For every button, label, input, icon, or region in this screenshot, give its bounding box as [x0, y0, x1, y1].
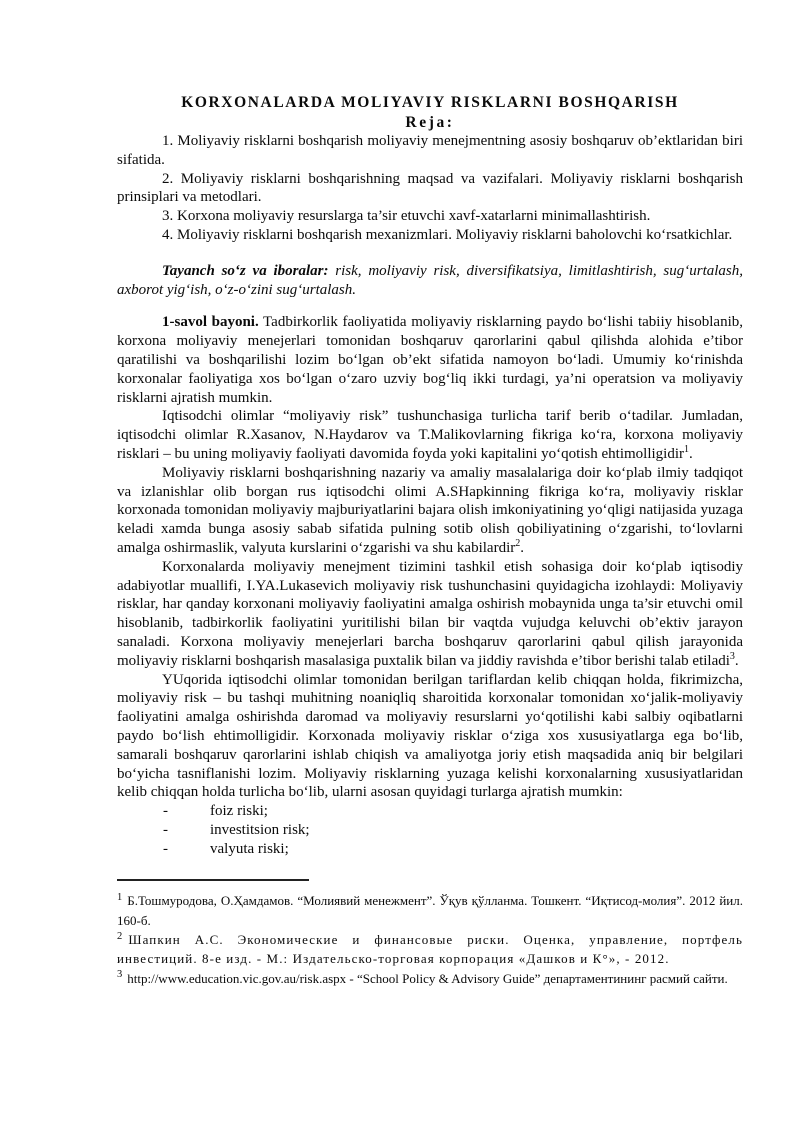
footnote-number: 3: [117, 969, 123, 981]
risk-list-item-investitsion: [117, 821, 743, 840]
paragraph-conclusion: [117, 671, 743, 803]
paragraph-question-overview: [117, 313, 743, 407]
plan-item-3: 3. Korxona moliyaviy resurslarga ta’sir etuvchi xavf-xatarlarni minimallashtirish.: [162, 208, 651, 225]
footnotes-section: [117, 891, 743, 987]
paragraph-text: Iqtisodchi olimlar “moliyaviy risk” tushunchasiga turlicha tarif berib o‘tadilar. Jumladan, iqtisodchi olimlar R.Xasanov, N.Haydarov va T.Malikovlarning fikriga ko‘ra, korxona moliyaviy risklari – bu uning moliyaviy faoliyati davomida foyda yoki kapitalini yo‘qotish ehtimolligidir: [117, 408, 743, 462]
plan-item-1: 1. Moliyaviy risklarni boshqarish moliyaviy menejmentning asosiy boshqaruv ob’ektlaridan biri sifatida.: [117, 133, 743, 168]
paragraph-tail: .: [520, 539, 524, 556]
footnote-2: [117, 930, 743, 969]
plan-item-2: 2. Moliyaviy risklarni boshqarishning maqsad va vazifalari. Moliyaviy risklarni boshqarish prinsiplari va metodlari.: [117, 170, 743, 206]
paragraph-tail: .: [734, 652, 739, 669]
paragraph-text: Korxonalarda moliyaviy menejment tizimini tashkil etish sohasiga doir ko‘plab iqtisodiy adabiyotlar muallifi, I.YA.Lukasevich moliyaviy risk tushunchasini quyidagicha izohlaydi: Moliyaviy risklar, har qanday korxonani moliyaviy faoliyatini amalga oshirish mobaynida unga ta’sir etuvchi omil hisoblanib, tadbirkorlik faoliyatini yuritilishi bilan bir vaqtda vujudga keluvchi ob’ektiv jarayon sanaladi. Korxona moliyaviy menejerlari barcha boshqaruv qarorlarini qabul qilish jarayonida moliyaviy risklarni boshqarish masalasiga puxtalik bilan va jiddiy ravishda e’tibor berishi talab etiladi: [117, 558, 743, 669]
footnote-ref-2: 2: [515, 537, 521, 549]
dash-bullet: -: [163, 840, 168, 857]
list-item-label: valyuta riski;: [210, 840, 289, 857]
paragraph-lead: 1-savol bayoni.: [162, 314, 259, 331]
footnote-3: [117, 969, 743, 988]
paragraph-definitions: [117, 407, 743, 463]
footnote-ref-1: 1: [684, 443, 689, 455]
footnote-1: [117, 891, 743, 930]
footnote-text: http://www.education.vic.gov.au/risk.aspx - “School Policy & Advisory Guide” департаментининг расмий сайти.: [127, 970, 728, 986]
footnote-number: 1: [117, 892, 123, 904]
footnote-separator: [117, 879, 309, 881]
footnote-text: Б.Тошмуродова, О.Ҳамдамов. “Молиявий менежмент”. Ўқув қўлланма. Тошкент. “Иқтисод-молия”. 2012 йил. 160-б.: [117, 893, 743, 928]
dash-bullet: -: [163, 821, 168, 838]
paragraph-shapkin: [117, 464, 743, 558]
paragraph-text: YUqorida iqtisodchi olimlar tomonidan berilgan tariflardan kelib chiqqan holda, fikrimizcha, moliyaviy risk – bu tashqi muhitning noaniqliq sharoitida korxonalar tomonidan xo‘jalik-moliyaviy faoliyatini amalga oshirishda daromad va moliyaviy resurslarni yo‘qotilishi kabi salbiy oqibatlarni paydo bo‘lish ehtimolligidir. Korxonada moliyaviy risklar o‘ziga xos xususiyatlarga ega bo‘lib, samarali boshqaruv qarorlarini ishlab chiqish va amaliyotga joriy etish maqsadida aniq bir belgilari bo‘yicha tasniflanishi lozim. Moliyaviy risklarning yuzaga kelishi korxonalarning xususiyatlaridan kelib chiqqan holda turlicha bo‘lib, ularni asosan quyidagi turlarga ajratish mumkin:: [117, 671, 743, 801]
plan-heading: Reja:: [405, 114, 455, 131]
list-item-label: investitsion risk;: [210, 821, 310, 838]
footnote-ref-3: 3: [729, 650, 735, 662]
keywords-text: risk, moliyaviy risk, diversifikatsiya, limitlashtirish, sug‘urtalash, axborot yig‘ish, o‘z-o‘zini sug‘urtalash.: [117, 262, 743, 298]
paragraph-text: Tadbirkorlik faoliyatida moliyaviy risklarning paydo bo‘lishi tabiiy hisoblanib, korxona moliyaviy menejerlari tomonidan boshqaruv qarorlarini qabul qilishda alohida e’tibor qaratilishi va boshqarilishi lozim bo‘lgan ob’ekt sifatida namoyon bo‘ladi. Umumiy ko‘rinishda korxonalar faoliyatiga xos bo‘lgan o‘zaro uzviy bog‘liq ikki turdagi, ya’ni operatsion va moliyaviy risklarni ajratish mumkin.: [117, 314, 743, 406]
footnote-number: 2: [117, 930, 124, 942]
keywords-label: Tayanch so‘z va iboralar:: [162, 262, 329, 279]
plan-item-4: 4. Moliyaviy risklarni boshqarish mexanizmlari. Moliyaviy risklarni baholovchi ko‘rsatkichlar.: [162, 226, 733, 243]
footnote-text: Шапкин А.С. Экономические и финансовые риски. Оценка, управление, портфель инвестиций. 8-е изд. - М.: Издательско-торговая корпорация «Дашков и К°», - 2012.: [117, 932, 743, 967]
paragraph-lukasevich: [117, 558, 743, 671]
risk-list-item-valyuta: [117, 840, 743, 859]
dash-bullet: -: [163, 803, 168, 820]
document-title: KORXONALARDA MOLIYAVIY RISKLARNI BOSHQARISH: [181, 94, 679, 111]
paragraph-tail: .: [689, 445, 693, 462]
paragraph-text: Moliyaviy risklarni boshqarishning nazariy va amaliy masalalariga doir ko‘plab ilmiy tadqiqot va izlanishlar olib borgan rus iqtisodchi olimi A.SHapkinning fikriga ko‘ra, moliyaviy risklar korxonada tomonidan moliyaviy majburiyatlarini bajara olish imkoniyatining yo‘qligi natijasida yuzaga keladi xamda bunga asosiy sabab sifatida pulning sotib olish qobiliyatining o‘zgarishi, to‘lovlarni amalga oshirmaslik, valyuta kurslarini o‘zgarishi va shu kabilardir: [117, 464, 743, 556]
keywords-paragraph: [117, 262, 743, 300]
risk-list-item-foiz: [117, 802, 743, 821]
list-item-label: foiz riski;: [210, 803, 268, 820]
